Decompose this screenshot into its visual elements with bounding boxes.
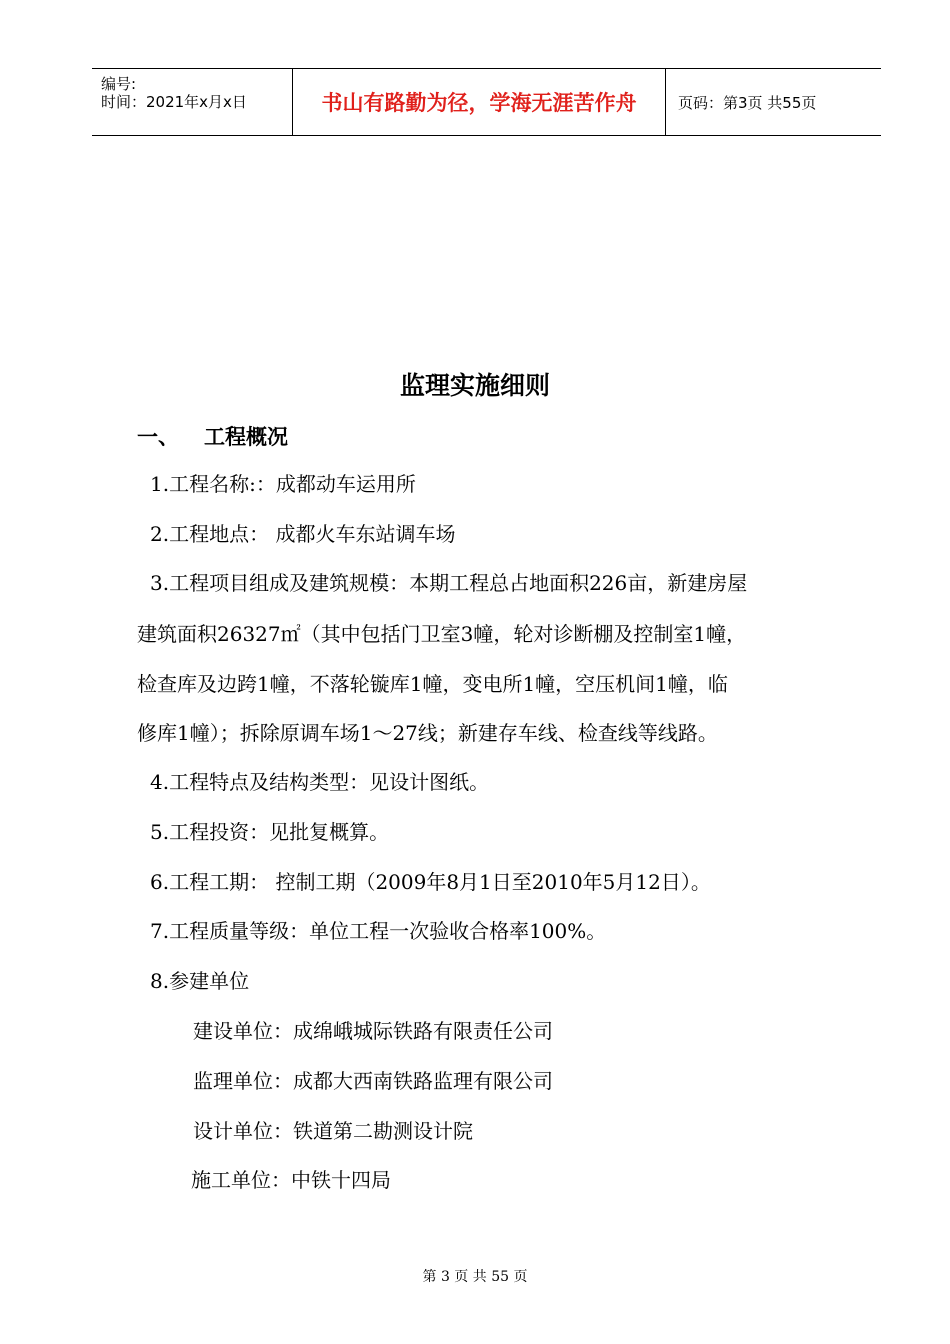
item-project-scale-line2: 建筑面积26327㎡（其中包括门卫室3幢，轮对诊断棚及控制室1幢， [137,622,747,646]
document-title: 监理实施细则 [399,371,550,400]
section-heading [137,421,288,451]
page-header [92,68,881,136]
header-motto: 书山有路勤为径，学海无涯苦作舟 [321,91,637,115]
header-page-label: 页码：第3页 共55页 [678,93,817,112]
item-investment: 5.工程投资：见批复概算。 [150,820,390,844]
item-structure-type: 4.工程特点及结构类型：见设计图纸。 [150,770,490,794]
item-project-scale-line3: 检查库及边跨1幢，不落轮镟库1幢，变电所1幢，空压机间1幢，临 [137,672,728,696]
unit-supervisor: 监理单位：成都大西南铁路监理有限公司 [193,1069,553,1093]
section-number: 一、 [137,425,179,449]
unit-owner: 建设单位：成绵峨城际铁路有限责任公司 [193,1019,553,1043]
unit-contractor: 施工单位：中铁十四局 [191,1168,391,1192]
page-footer: 第 3 页 共 55 页 [422,1269,528,1285]
item-project-location: 2.工程地点： 成都火车东站调车场 [150,522,456,546]
item-schedule: 6.工程工期： 控制工期（2009年8月1日至2010年5月12日）。 [150,870,711,894]
item-quality-grade: 7.工程质量等级：单位工程一次验收合格率100%。 [150,919,607,943]
document-number-label: 编号: [101,75,137,93]
item-project-name: 1.工程名称:：成都动车运用所 [150,472,416,496]
item-project-scale-line4: 修库1幢）；拆除原调车场1～27线；新建存车线、检查线等线路。 [137,721,718,745]
item-project-scale: 3.工程项目组成及建筑规模：本期工程总占地面积226亩，新建房屋 [150,571,748,595]
header-left-cell [92,69,293,135]
header-motto-cell [293,69,666,135]
unit-designer: 设计单位：铁道第二勘测设计院 [193,1119,473,1143]
item-participants: 8.参建单位 [150,969,250,993]
header-page-cell [666,69,881,135]
document-time-label: 时间：2021年x月x日 [101,93,247,111]
section-title: 工程概况 [204,425,288,449]
